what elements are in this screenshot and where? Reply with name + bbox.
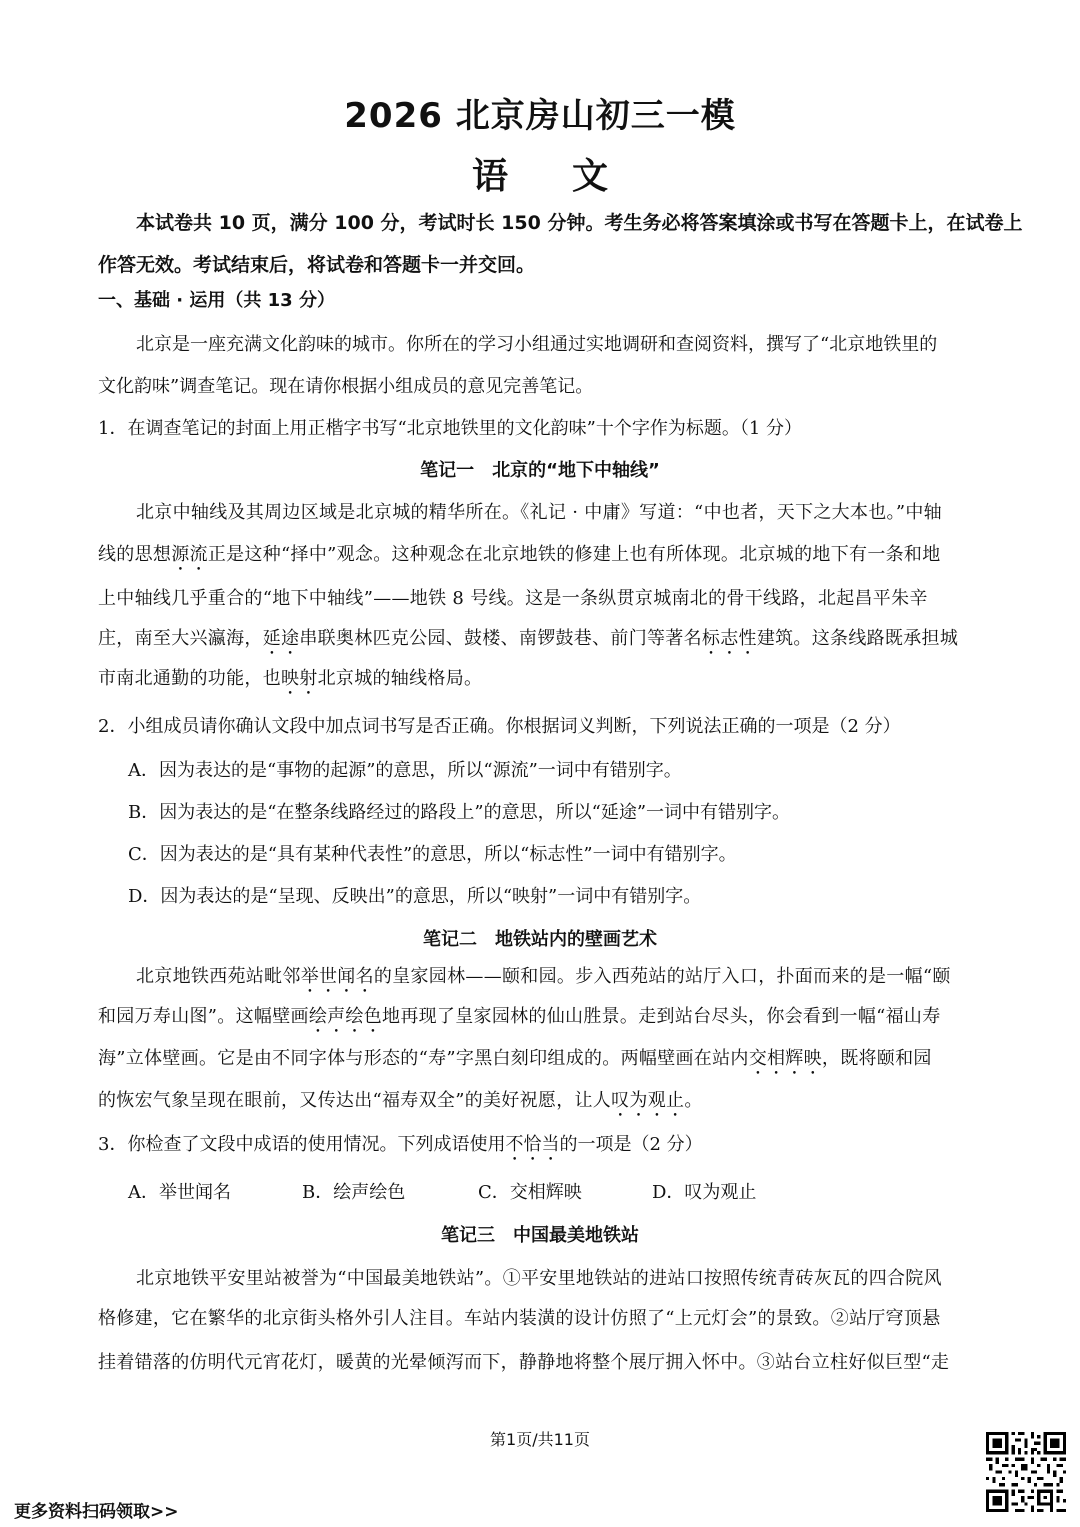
intro-line-2: 文化韵味”调查笔记。现在请你根据小组成员的意见完善笔记。: [98, 376, 594, 397]
exam-title: 2026 北京房山初三一模: [344, 96, 736, 136]
note-3-line-3: 挂着错落的仿明代元宵花灯，暖黄的光晕倾泻而下，静静地将整个展厅拥入怀中。③站台立柱好似巨型“走: [98, 1352, 950, 1373]
note-2-line-2: 和园万寿山图”。这幅壁画绘声绘色地再现了皇家园林的仙山胜景。走到站台尽头，你会看到一幅“福山寿: [98, 1006, 941, 1027]
more-resources-link[interactable]: 更多资料扫码领取>>: [14, 1502, 179, 1522]
question-3-option-b: B．绘声绘色: [302, 1182, 406, 1203]
note-2-line-1: 北京地铁西苑站毗邻举世闻名的皇家园林——颐和园。步入西苑站的站厅入口，扑面而来的是一幅“颐: [136, 966, 951, 987]
instructions-line-2: 作答无效。考试结束后，将试卷和答题卡一并交回。: [98, 254, 536, 276]
qr-code-icon[interactable]: [986, 1432, 1066, 1512]
note-1-line-5: 市南北通勤的功能，也映射北京城的轴线格局。: [98, 668, 483, 689]
note-3-heading: 笔记三 中国最美地铁站: [441, 1225, 639, 1246]
emphasis-word: 举世闻名: [300, 966, 374, 987]
emphasis-word: 映射: [281, 668, 318, 689]
question-2-option-c: C．因为表达的是“具有某种代表性”的意思，所以“标志性”一词中有错别字。: [128, 844, 737, 865]
page-number: 第1页/共11页: [490, 1430, 590, 1449]
instructions-line-1: 本试卷共 10 页，满分 100 分，考试时长 150 分钟。考生务必将答案填涂或书写在答题卡上，在试卷上: [136, 212, 1023, 234]
emphasis-word: 交相辉映: [748, 1048, 822, 1069]
question-2-option-d: D．因为表达的是“呈现、反映出”的意思，所以“映射”一词中有错别字。: [128, 886, 702, 907]
emphasis-word: 叹为观止: [611, 1090, 685, 1111]
question-2-option-b: B．因为表达的是“在整条线路经过的路段上”的意思，所以“延途”一词中有错别字。: [128, 802, 791, 823]
note-1-line-4: 庄，南至大兴瀛海，延途串联奥林匹克公园、鼓楼、南锣鼓巷、前门等著名标志性建筑。这条线路既承担城: [98, 628, 959, 649]
emphasis-word: 不恰当: [505, 1134, 560, 1155]
note-1-line-3: 上中轴线几乎重合的“地下中轴线”——地铁 8 号线。这是一条纵贯京城南北的骨干线路，北起昌平朱辛: [98, 588, 928, 609]
note-1-line-2: 线的思想源流正是这种“择中”观念。这种观念在北京地铁的修建上也有所体现。北京城的地下有一条和地: [98, 544, 941, 565]
emphasis-word: 延途: [262, 628, 300, 649]
exam-subject: 语文: [471, 156, 672, 197]
question-2-stem: 2．小组成员请你确认文段中加点词书写是否正确。你根据词义判断，下列说法正确的一项是（2 分）: [98, 716, 901, 737]
question-1: 1．在调查笔记的封面上用正楷字书写“北京地铁里的文化韵味”十个字作为标题。（1 分）: [98, 418, 803, 439]
question-3-option-d: D．叹为观止: [652, 1182, 757, 1203]
question-3-option-a: A．举世闻名: [128, 1182, 231, 1203]
note-2-heading: 笔记二 地铁站内的壁画艺术: [423, 929, 657, 950]
note-1-heading: 笔记一 北京的“地下中轴线”: [420, 460, 660, 481]
note-3-line-2: 格修建，它在繁华的北京街头格外引人注目。车站内装潢的设计仿照了“上元灯会”的景致。②站厅穹顶悬: [98, 1308, 941, 1329]
section-1-heading: 一、基础 · 运用（共 13 分）: [98, 290, 335, 311]
note-2-line-3: 海”立体壁画。它是由不同字体与形态的“寿”字黑白刻印组成的。两幅壁画在站内交相辉映，既将颐和园: [98, 1048, 932, 1069]
emphasis-word: 标志性: [701, 628, 757, 649]
question-3-option-c: C．交相辉映: [478, 1182, 582, 1203]
emphasis-word: 绘声绘色: [308, 1006, 383, 1027]
note-2-line-4: 的恢宏气象呈现在眼前，又传达出“福寿双全”的美好祝愿，让人叹为观止。: [98, 1090, 703, 1111]
intro-line-1: 北京是一座充满文化韵味的城市。你所在的学习小组通过实地调研和查阅资料，撰写了“北京地铁里的: [136, 334, 938, 355]
emphasis-word: 源流: [171, 544, 208, 565]
note-3-line-1: 北京地铁平安里站被誉为“中国最美地铁站”。①平安里地铁站的进站口按照传统青砖灰瓦的四合院风: [136, 1268, 942, 1289]
question-3-stem: 3．你检查了文段中成语的使用情况。下列成语使用不恰当的一项是（2 分）: [98, 1134, 703, 1155]
note-1-line-1: 北京中轴线及其周边区域是北京城的精华所在。《礼记 · 中庸》写道：“中也者，天下之大本也。”中轴: [136, 502, 942, 523]
question-2-option-a: A．因为表达的是“事物的起源”的意思，所以“源流”一词中有错别字。: [128, 760, 682, 781]
